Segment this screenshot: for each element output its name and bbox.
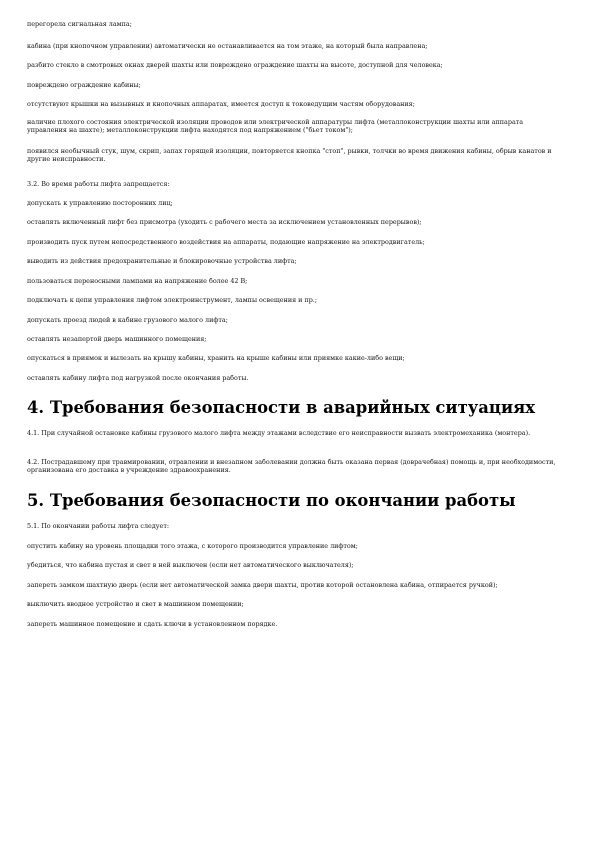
list-item: повреждено ограждение кабины; xyxy=(27,81,141,89)
list-item: пользоваться переносными лампами на напряжение более 42 В; xyxy=(27,277,248,285)
list-item: допускать к управлению посторонних лиц; xyxy=(27,199,173,207)
list-item: оставлять кабину лифта под нагрузкой после окончания работы. xyxy=(27,374,249,382)
list-item: запереть замком шахтную дверь (если нет автоматической замка двери шахты, против которой остановлена кабина, отпирается ручкой); xyxy=(27,581,498,589)
list-item: производить пуск путем непосредственного воздействия на аппараты, подающие напряжение на электродвигатель; xyxy=(27,238,425,246)
list-item: разбито стекло в смотровых окнах дверей шахты или повреждено ограждение шахты на высоте, доступной для человека; xyxy=(27,61,443,69)
list-item: выключить вводное устройство и свет в машинном помещении; xyxy=(27,600,244,608)
section-heading: 4. Требования безопасности в аварийных ситуациях xyxy=(27,398,535,417)
list-item: 4.1. При случайной остановке кабины грузового малого лифта между этажами вследствие его неисправности вызвать электромеханика (монтера). xyxy=(27,429,531,437)
list-item: наличие плохого состояния электрической изоляции проводов или электрической аппаратуры лифта (металлоконструкции шахты или аппарата управления на шахте); металлоконструкции лифта находятся под напряжением ("бьет током"); xyxy=(27,118,524,135)
list-item: оставлять включенный лифт без присмотра (уходить с рабочего места за исключением установленных перерывов); xyxy=(27,218,422,226)
section-heading: 5. Требования безопасности по окончании работы xyxy=(27,491,516,510)
list-item: подключать к цепи управления лифтом электроинструмент, лампы освещения и пр.; xyxy=(27,296,317,304)
section-intro: 5.1. По окончании работы лифта следует: xyxy=(27,522,170,530)
list-item: отсутствуют крышки на вызывных и кнопочных аппаратах, имеется доступ к токоведущим частям оборудования; xyxy=(27,100,415,108)
list-item: убедиться, что кабина пустая и свет в ней выключен (если нет автоматического выключателя); xyxy=(27,561,354,569)
list-item: опустить кабину на уровень площадки того этажа, с которого производится управление лифтом; xyxy=(27,542,358,550)
list-item: перегорела сигнальная лампа; xyxy=(27,20,132,28)
list-item: выводить из действия предохранительные и блокировочные устройства лифта; xyxy=(27,257,297,265)
list-item: опускаться в приямок и вылезать на крышу кабины, хранить на крыше кабины или приямке какие-либо вещи; xyxy=(27,354,405,362)
list-item: кабина (при кнопочном управлении) автоматически не останавливается на том этаже, на который была направлена; xyxy=(27,42,428,50)
list-item: 4.2. Пострадавшему при травмировании, отравлении и внезапном заболевании должна быть оказана первая (доврачебная) помощь и, при необходимости, организована его доставка в учреждение здравоохранения. xyxy=(27,458,556,475)
section-intro: 3.2. Во время работы лифта запрещается: xyxy=(27,180,170,188)
list-item: появился необычный стук, шум, скрип, запах горящей изоляции, повторяется кнопка "стоп", рывки, толчки во время движения кабины, обрыв канатов и другие неисправности. xyxy=(27,147,552,164)
list-item: допускать проезд людей в кабине грузового малого лифта; xyxy=(27,316,228,324)
list-item: запереть машинное помещение и сдать ключи в установленном порядке. xyxy=(27,620,278,628)
list-item: оставлять незапертой дверь машинного помещения; xyxy=(27,335,207,343)
